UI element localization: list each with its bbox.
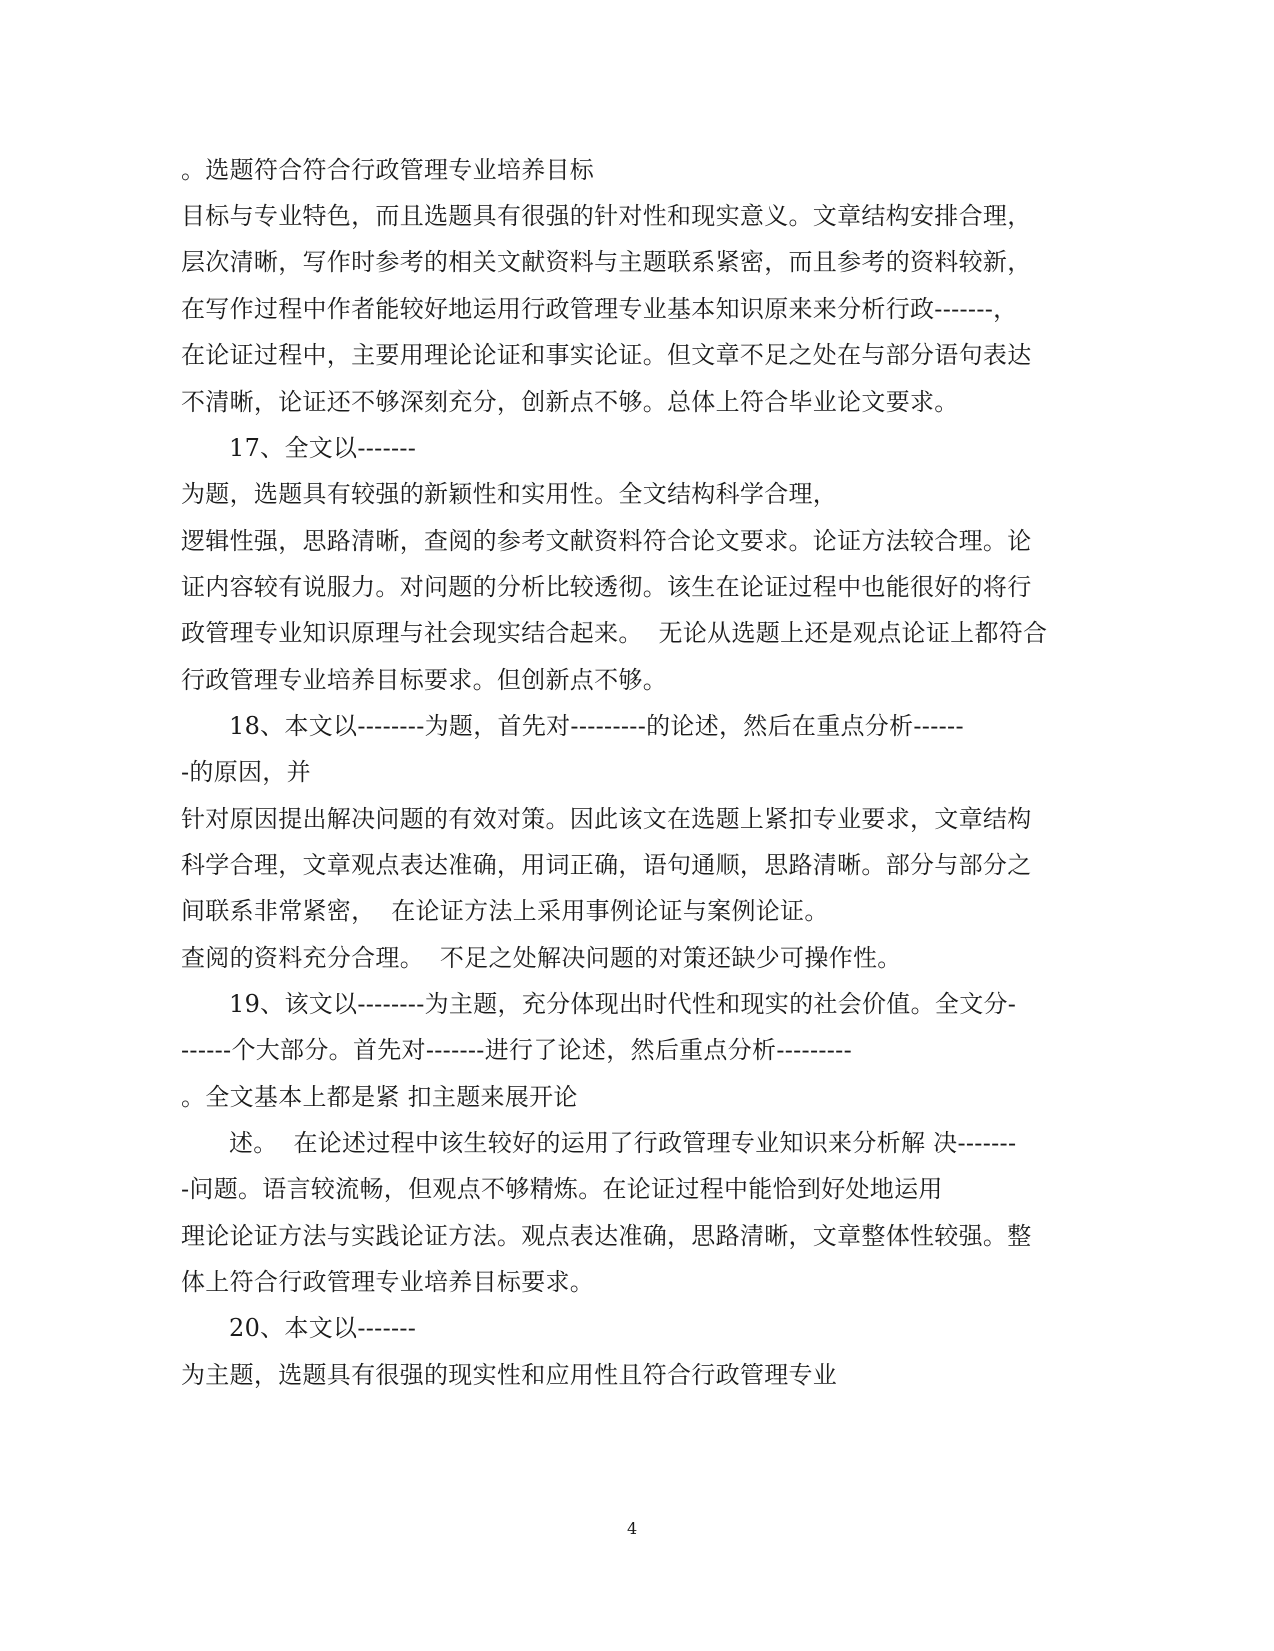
text-line: 政管理专业知识原理与社会现实结合起来。 无论从选题上还是观点论证上都符合	[181, 619, 1048, 647]
text-line: 。全文基本上都是紧 扣主题来展开论	[181, 1083, 578, 1111]
text-line: 查阅的资料充分合理。 不足之处解决问题的对策还缺少可操作性。	[181, 944, 902, 972]
text-line: -的原因，并	[181, 758, 311, 786]
text-line: 17、全文以-------	[229, 434, 417, 462]
text-line: 不清晰，论证还不够深刻充分，创新点不够。总体上符合毕业论文要求。	[181, 388, 959, 416]
text-line: 层次清晰，写作时参考的相关文献资料与主题联系紧密，而且参考的资料较新，	[181, 248, 1032, 276]
text-line: 体上符合行政管理专业培养目标要求。	[181, 1268, 595, 1296]
text-line: 为主题，选题具有很强的现实性和应用性且符合行政管理专业	[181, 1361, 838, 1389]
text-line: 在论证过程中，主要用理论论证和事实论证。但文章不足之处在与部分语句表达	[181, 341, 1032, 369]
text-line: ------个大部分。首先对-------进行了论述，然后重点分析---------	[181, 1036, 853, 1064]
text-line: 目标与专业特色，而且选题具有很强的针对性和现实意义。文章结构安排合理，	[181, 202, 1032, 230]
text-line: 为题，选题具有较强的新颖性和实用性。全文结构科学合理，	[181, 480, 838, 508]
text-line: 。选题符合符合行政管理专业培养目标	[181, 156, 595, 184]
text-line: 19、该文以--------为主题，充分体现出时代性和现实的社会价值。全文分-	[229, 990, 1017, 1018]
text-line: 证内容较有说服力。对问题的分析比较透彻。该生在论证过程中也能很好的将行	[181, 573, 1032, 601]
text-line: 科学合理，文章观点表达准确，用词正确，语句通顺，思路清晰。部分与部分之	[181, 851, 1032, 879]
page-number: 4	[627, 1519, 638, 1538]
text-line: 行政管理专业培养目标要求。但创新点不够。	[181, 666, 667, 694]
text-line: 间联系非常紧密， 在论证方法上采用事例论证与案例论证。	[181, 897, 829, 925]
text-line: 述。 在论述过程中该生较好的运用了行政管理专业知识来分析解 决-------	[229, 1129, 1017, 1157]
text-line: 18、本文以--------为题，首先对---------的论述，然后在重点分析------	[229, 712, 964, 740]
text-line: -问题。语言较流畅，但观点不够精炼。在论证过程中能恰到好处地运用	[181, 1175, 943, 1203]
text-line: 逻辑性强，思路清晰，查阅的参考文献资料符合论文要求。论证方法较合理。论	[181, 527, 1032, 555]
text-line: 20、本文以-------	[229, 1314, 417, 1342]
text-line: 在写作过程中作者能较好地运用行政管理专业基本知识原来来分析行政-------，	[181, 295, 1018, 323]
text-line: 针对原因提出解决问题的有效对策。因此该文在选题上紧扣专业要求，文章结构	[181, 805, 1032, 833]
text-line: 理论论证方法与实践论证方法。观点表达准确，思路清晰，文章整体性较强。整	[181, 1222, 1032, 1250]
